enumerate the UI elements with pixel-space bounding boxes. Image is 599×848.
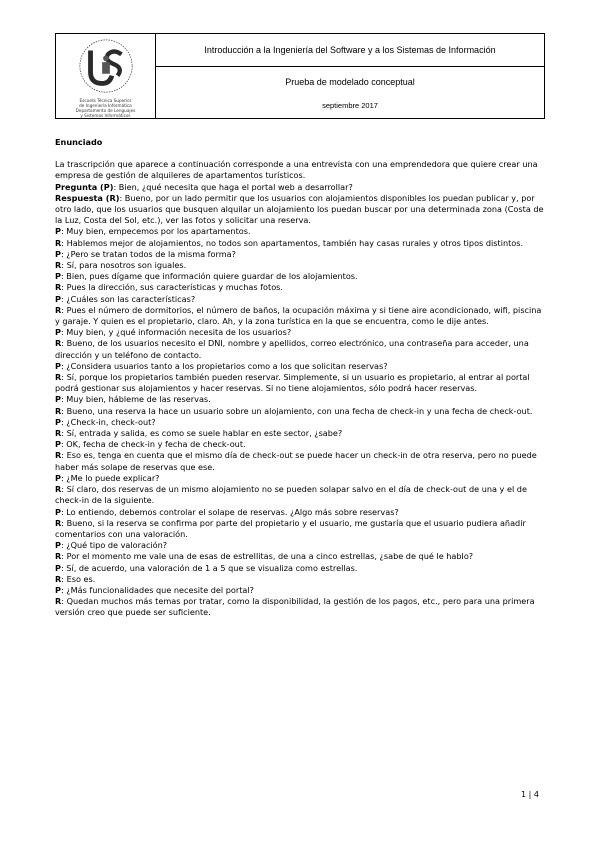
turn-text: : Sí claro, dos reservas de un mismo alojamiento no se pueden solapar salvo en el día de check-out de una y el de check-in de la siguiente.: [55, 484, 527, 506]
speaker-label: Pregunta (P): [55, 181, 114, 192]
interview-dialogue: [55, 182, 547, 619]
turn-text: : Hablemos mejor de alojamientos, no todos son apartamentos, también hay casas rurales y otros tipos distintos.: [61, 237, 524, 248]
dialogue-turn: [55, 417, 547, 428]
intro-paragraph: La trascripción que aparece a continuación corresponde a una entrevista con una emprendedora que quiere crear una empresa de gestión de alquileres de apartamentos turísticos.: [55, 159, 538, 181]
turn-text: : Sí, para nosotros son iguales.: [61, 260, 187, 271]
exam-title: Prueba de modelado conceptual: [285, 77, 415, 87]
dialogue-turn: [55, 406, 547, 417]
dialogue-turn: [55, 338, 547, 360]
turn-text: : Bueno, si la reserva se confirma por parte del propietario y el usuario, me gustaría que el usuario pudiera añadir comentarios con una valoración.: [55, 517, 526, 539]
document-header: [55, 33, 545, 119]
dialogue-turn: [55, 282, 547, 293]
speaker-label: P: [55, 506, 61, 517]
dialogue-turn: [55, 260, 547, 271]
turn-text: : Quedan muchos más temas por tratar, como la disponibilidad, la gestión de los pagos, etc., pero para una primera versión creo que puede ser suficiente.: [55, 596, 535, 618]
turn-text: : Sí, de acuerdo, una valoración de 1 a 5 que se visualiza como estrellas.: [60, 562, 358, 573]
turn-text: : Pues la dirección, sus características y muchas fotos.: [61, 282, 284, 293]
speaker-label: R: [55, 282, 62, 293]
turn-text: : Pues el número de dormitorios, el número de baños, la ocupación máxima y si tiene aire acondicionado, wifi, piscina y garaje. Y quien es el propietario, claro. Ah, y la zona turística en la que se encuentra, como le dije antes.: [55, 304, 542, 327]
dialogue-turn: [55, 193, 547, 227]
speaker-label: R: [55, 573, 62, 584]
turn-text: : Eso es, tenga en cuenta que el mismo día de check-out se puede hacer un check-in de otra reserva, pero no puede haber más solape de reservas que ese.: [55, 450, 537, 472]
speaker-label: P: [55, 562, 61, 573]
course-title: Introducción a la Ingeniería del Software y a los Sistemas de Información: [156, 34, 544, 67]
speaker-label: P: [55, 271, 61, 282]
speaker-label: R: [55, 405, 62, 416]
dialogue-turn: [55, 540, 547, 551]
turn-text: : Bueno, por un lado permitir que los usuarios con alojamientos disponibles los puedan publicar y, por otro lado, que los usuarios que busquen alquilar un alojamiento los puedan buscar por una determinada zona (Costa de la Luz, Costa del Sol, etc.), ver las fotos y solicitar una reserva.: [55, 192, 544, 226]
speaker-label: P: [55, 584, 61, 595]
speaker-label: P: [55, 226, 61, 237]
turn-text: : Lo entiendo, debemos controlar el solape de reservas. ¿Algo más sobre reservas?: [60, 506, 399, 517]
speaker-label: R: [55, 517, 62, 528]
dialogue-turn: [55, 327, 547, 338]
page-number: 1 | 4: [521, 790, 539, 799]
turn-text: : Muy bien, hábleme de las reservas.: [60, 394, 211, 405]
dialogue-turn: [55, 507, 547, 518]
speaker-label: P: [55, 248, 61, 259]
speaker-label: R: [55, 237, 62, 248]
dialogue-turn: [55, 394, 547, 405]
turn-text: : Muy bien, y ¿qué información necesita de los usuarios?: [60, 327, 292, 338]
turn-text: : ¿Check-in, check-out?: [60, 416, 156, 427]
dialogue-turn: [55, 305, 547, 327]
dialogue-turn: [55, 574, 547, 585]
speaker-label: R: [55, 450, 62, 461]
logo-caption: Escuela Técnica Superior de Ingeniería Informática Departamento de Lenguajes y Sistemas Informáticos: [75, 98, 136, 118]
turn-text: : Por el momento me vale una de esas de estrellitas, de una a cinco estrellas, ¿sabe de qué le hablo?: [61, 551, 474, 562]
turn-text: : Bien, pues dígame que información quiere guardar de los alojamientos.: [60, 271, 358, 282]
turn-text: : ¿Qué tipo de valoración?: [60, 540, 168, 551]
dialogue-turn: [55, 473, 547, 484]
speaker-label: P: [55, 416, 61, 427]
speaker-label: P: [55, 327, 61, 338]
speaker-label: Respuesta (R): [55, 192, 120, 203]
dialogue-turn: [55, 450, 547, 472]
speaker-label: R: [55, 484, 62, 495]
speaker-label: P: [55, 394, 61, 405]
turn-text: : ¿Me lo puede explicar?: [60, 472, 160, 483]
dialogue-turn: [55, 294, 547, 305]
dialogue-turn: [55, 596, 547, 618]
speaker-label: R: [55, 372, 62, 383]
turn-text: : ¿Más funcionalidades que necesite del portal?: [60, 584, 254, 595]
university-seal-icon: [76, 37, 136, 97]
dialogue-turn: [55, 551, 547, 562]
turn-text: : Muy bien, empecemos por los apartamentos.: [60, 226, 251, 237]
speaker-label: P: [55, 439, 61, 450]
speaker-label: P: [55, 293, 61, 304]
speaker-label: R: [55, 596, 62, 607]
speaker-label: P: [55, 472, 61, 483]
turn-text: : Eso es.: [61, 573, 96, 584]
speaker-label: R: [55, 551, 62, 562]
dialogue-turn: [55, 518, 547, 540]
dialogue-turn: [55, 428, 547, 439]
turn-text: : ¿Considera usuarios tanto a los propietarios como a los que solicitan reservas?: [60, 360, 388, 371]
dialogue-turn: [55, 361, 547, 372]
dialogue-turn: [55, 563, 547, 574]
dialogue-turn: [55, 182, 547, 193]
document-body: [55, 137, 547, 619]
speaker-label: P: [55, 360, 61, 371]
turn-text: : Sí, entrada y salida, es como se suele hablar en este sector, ¿sabe?: [61, 428, 343, 439]
turn-text: : Sí, porque los propietarios también pueden reservar. Simplemente, si un usuario es propietario, al entrar al portal podrá gestionar sus alojamientos y hacer reservas. Si no tiene alojamientos, sólo podrá hacer reservas.: [55, 372, 530, 394]
turn-text: : ¿Cuáles son las características?: [60, 293, 196, 304]
dialogue-turn: [55, 271, 547, 282]
turn-text: : ¿Pero se tratan todos de la misma forma?: [60, 248, 236, 259]
dialogue-turn: [55, 238, 547, 249]
dialogue-turn: [55, 439, 547, 450]
turn-text: : Bueno, una reserva la hace un usuario sobre un alojamiento, con una fecha de check-in y una fecha de check-out.: [61, 405, 533, 416]
dialogue-turn: [55, 226, 547, 237]
university-logo: [56, 34, 156, 118]
turn-text: : Bueno, de los usuarios necesito el DNI, nombre y apellidos, correo electrónico, una contraseña para acceder, una dirección y un teléfono de contacto.: [55, 338, 529, 360]
section-title: Enunciado: [55, 137, 103, 147]
speaker-label: R: [55, 260, 62, 271]
dialogue-turn: [55, 372, 547, 394]
speaker-label: P: [55, 540, 61, 551]
speaker-label: R: [55, 338, 62, 349]
dialogue-turn: [55, 249, 547, 260]
speaker-label: R: [55, 304, 62, 315]
dialogue-turn: [55, 585, 547, 596]
dialogue-turn: [55, 484, 547, 506]
speaker-label: R: [55, 428, 62, 439]
turn-text: : OK, fecha de check-in y fecha de check-out.: [60, 439, 246, 450]
exam-date: septiembre 2017: [322, 101, 378, 110]
turn-text: : Bien, ¿qué necesita que haga el portal web a desarrollar?: [113, 181, 353, 192]
